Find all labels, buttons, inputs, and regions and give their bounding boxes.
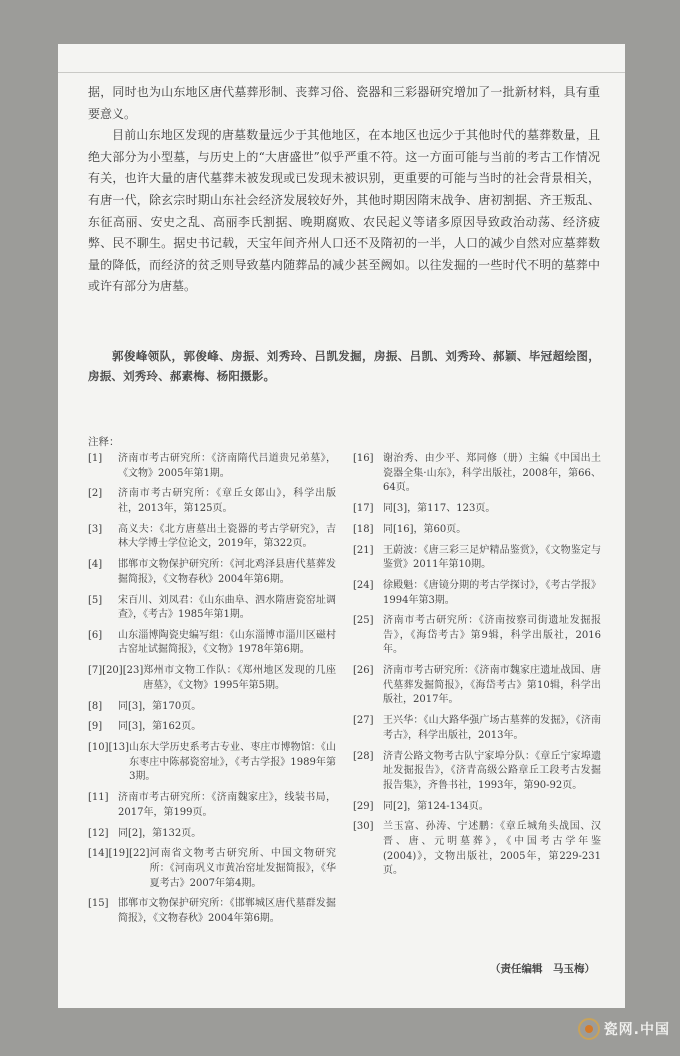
note-number: [28] [353,750,374,762]
note-item [88,664,336,693]
editor-credit: （责任编辑 马玉梅） [490,963,595,975]
note-number: [21] [353,544,374,556]
note-number: [7][20][23] [88,665,144,677]
watermark-text: 瓷网.中国 [603,1022,670,1038]
note-text: 邯郸市文物保护研究所：《河北鸡泽县唐代墓葬发掘简报》，《文物春秋》2004年第6期。 [118,559,336,585]
note-number: [25] [353,615,374,627]
note-number: [10][13] [88,742,130,754]
note-text: 济南市考古研究所：《济南隋代吕道贵兄弟墓》，《文物》2005年第1期。 [118,453,336,479]
note-item [353,502,601,517]
note-number: [1] [88,453,103,464]
note-number: [8] [88,700,103,712]
note-number: [18] [353,523,374,535]
note-item [353,452,601,496]
note-text: 同[3]，第117、123页。 [383,502,496,514]
note-number: [6] [88,629,103,641]
note-text: 郑州市文物工作队：《郑州地区发现的几座唐墓》，《文物》1995年第5期。 [143,665,336,691]
note-text: 同[3]，第170页。 [118,700,202,712]
note-number: [3] [88,523,103,535]
note-number: [24] [353,579,374,591]
note-item [353,579,601,608]
note-text: 谢治秀、由少平、郑同修（册）主编《中国出土瓷器全集·山东》，科学出版社，2008年，第66、64页。 [383,453,601,494]
note-item [353,800,601,815]
note-text: 山东淄博陶瓷史编写组：《山东淄博市淄川区磁村古窑址试掘简报》，《文物》1978年第6期。 [118,629,336,656]
note-text: 高义夫：《北方唐墓出土瓷器的考古学研究》，吉林大学博士学位论文，2019年，第322页。 [118,523,336,550]
note-item [88,827,336,842]
note-text: 徐殿魁：《唐镜分期的考古学探讨》，《考古学报》1994年第3期。 [383,579,601,606]
note-text: 济南市考古研究所：《济南魏家庄》，线装书局，2017年，第199页。 [118,792,336,818]
paragraph: 据，同时也为山东地区唐代墓葬形制、丧葬习俗、瓷器和三彩器研究增加了一批新材料，具有重要意义。 [88,85,600,121]
note-text: 山东大学历史系考古专业、枣庄市博物馆：《山东枣庄中陈郝瓷窑址》，《考古学报》1989年第3期。 [129,742,336,783]
note-number: [5] [88,594,103,606]
note-item [88,594,336,623]
note-item [88,791,336,820]
note-text: 济南市考古研究所：《济南按察司街遗址发掘报告》，《海岱考古》第9辑，科学出版社，2016年。 [383,615,601,656]
note-item [353,664,601,708]
note-item [88,720,336,735]
notes-right-column [353,452,601,885]
note-number: [4] [88,559,103,571]
note-item [88,629,336,658]
note-item [353,750,601,794]
article-body [88,82,600,298]
note-number: [12] [88,827,109,839]
note-item [353,523,601,538]
note-item [353,820,601,878]
note-text: 兰玉富、孙涛、宁述鹏：《章丘城角头战国、汉晋、唐、元明墓葬》，《中国考古学年鉴(2004)》，文物出版社，2005年，第229-231页。 [383,821,601,877]
note-number: [2] [88,488,103,500]
article-page [58,44,625,1008]
note-number: [29] [353,800,374,812]
note-text: 河南省文物考古研究所、中国文物研究所：《河南巩义市黄冶窑址发掘简报》，《华夏考古》2007年第4期。 [149,848,336,889]
note-item [88,741,336,785]
header-band [58,44,625,73]
note-item [88,897,336,926]
note-number: [9] [88,721,103,733]
credits: 郭俊峰领队，郭俊峰、房振、刘秀玲、吕凯发掘，房振、吕凯、刘秀玲、郝颖、毕冠超绘图，房振、刘秀玲、郝素梅、杨阳摄影。 [88,349,600,383]
note-number: [26] [353,665,374,677]
note-number: [17] [353,502,374,514]
note-number: [15] [88,898,109,910]
note-number: [11] [88,792,109,804]
notes-left-column [88,452,336,933]
note-text: 王蔚波：《唐三彩三足炉精品鉴赏》，《文物鉴定与鉴赏》2011年第10期。 [383,544,601,571]
note-item [88,558,336,587]
note-number: [16] [353,453,374,464]
note-text: 同[3]，第162页。 [118,721,202,733]
note-item [353,714,601,743]
note-item [88,452,336,481]
logo-icon [578,1018,600,1040]
note-text: 王兴华：《山大路华强广场古墓葬的发掘》，《济南考古》，科学出版社，2013年。 [383,715,601,741]
note-number: [27] [353,715,374,727]
note-text: 邯郸市文物保护研究所：《邯郸城区唐代墓群发掘简报》，《文物春秋》2004年第6期。 [118,898,336,924]
notes-title: 注释： [88,436,120,448]
note-text: 济南市考古研究所：《济南市魏家庄遗址战国、唐代墓葬发掘简报》，《海岱考古》第10辑，科学出版社，2017年。 [383,665,601,706]
note-item [353,544,601,573]
note-item [88,523,336,552]
paragraph: 目前山东地区发现的唐墓数量远少于其他地区，在本地区也远少于其他时代的墓葬数量，且绝大部分为小型墓，与历史上的“大唐盛世”似乎严重不符。这一方面可能与当前的考古工作情况有关，也许大量的唐代墓葬未被发现或已发现未被识别，更重要的可能与当时的社会背景相关，有唐一代，除玄宗时期山东社会经济发展较好外，其他时期因隋末战争、唐初割据、齐王叛乱、东征高丽、安史之乱、高丽李氏割据、晚期腐败、农民起义等诸多原因导致政治动荡、经济疲弊、民不聊生。据史书记载，天宝年间齐州人口还不及隋初的一半，人口的减少自然对应墓葬数量的降低，而经济的贫乏则导致墓内随葬品的减少甚至阙如。以往发掘的一些时代不明的墓葬中或许有部分为唐墓。 [88,128,600,294]
note-number: [30] [353,821,374,833]
note-text: 宋百川、刘凤君：《山东曲阜、泗水隋唐瓷窑址调查》，《考古》1985年第1期。 [118,594,336,621]
note-item [88,487,336,516]
note-item [88,847,336,891]
note-text: 同[2]，第124-134页。 [383,800,489,812]
note-text: 同[16]，第60页。 [383,523,467,535]
site-watermark [578,1018,670,1040]
note-item [88,700,336,715]
note-text: 同[2]，第132页。 [118,827,202,839]
note-text: 济南市考古研究所：《章丘女郎山》，科学出版社，2013年，第125页。 [118,488,336,514]
note-item [353,614,601,658]
note-text: 济青公路文物考古队宁家埠分队：《章丘宁家埠遗址发掘报告》，《济青高级公路章丘工段考古发掘报告集》，齐鲁书社，1993年，第90-92页。 [383,750,601,791]
note-number: [14][19][22] [88,848,150,860]
